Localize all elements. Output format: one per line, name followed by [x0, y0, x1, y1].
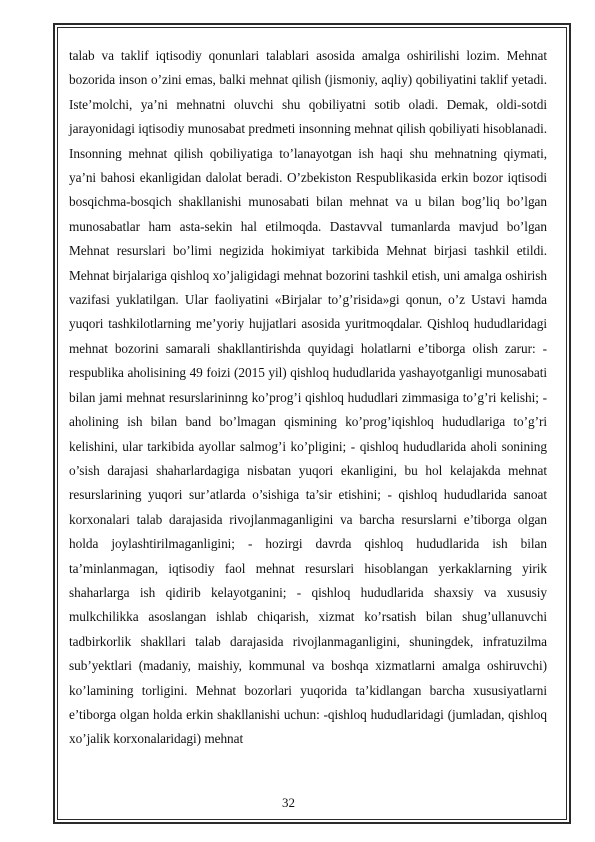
body-paragraph: talab va taklif iqtisodiy qonunlari talablari asosida amalga oshirilishi lozim. Mehnat bozorida inson o’zini emas, balki mehnat qilish (jismoniy, aqliy) qobiliyatini taklif yetadi. Iste’molchi, ya’ni mehnatni oluvchi shu qobiliyatni sotib oladi. Demak, oldi-sotdi jarayonidagi iqtisodiy munosabat predmeti insonning mehnat qilish qobiliyati hisoblanadi. Insonning mehnat qilish qobiliyatiga to’lanayotgan ish haqi shu mehnatning qiymati, ya’ni bahosi ekanligidan dalolat beradi. O’zbekiston Respublikasida erkin bozor iqtisodi bosqichma-bosqich shakllanishi munosabati bilan mehnat va u bilan bog’liq bo’lgan munosabatlar ham asta-sekin hal etilmoqda. Dastavval tumanlarda mavjud bo’lgan Mehnat resurslari bo’limi negizida hokimiyat tarkibida Mehnat birjasi tashkil etildi. Mehnat birjalariga qishloq xo’jaligidagi mehnat bozorini tashkil etish, uni amalga oshirish vazifasi yuklatilgan. Ular faoliyatini «Birjalar to’g’risida»gi qonun, o’z Ustavi hamda yuqori tashkilotlarning me’yoriy hujjatlari asosida yuritmoqdalar. Qishloq hududlaridagi mehnat bozorini samarali shakllantirishda quyidagi holatlarni e’tiborga olish zarur: - respublika aholisining 49 foizi (2015 yil) qishloq hududlarida yashayotganligi munosabati bilan jami mehnat resurslarininng ko’prog’i qishloq hududlari zimmasiga to’g’ri kelishi; -aholining ish bilan band bo’lmagan qismining ko’prog’iqishloq hududlariga to’g’ri kelishini, ular tarkibida ayollar salmog’i ko’pligini; - qishloq hududlarida aholi sonining o’sish darajasi shaharlardagiga nisbatan yuqori ekanligini, bu hol kelajakda mehnat resurslarining yuqori sur’atlarda o’sishiga ta’sir etishini; - qishloq hududlarida sanoat korxonalari talab darajasida rivojlanmaganligini va barcha resurslarni e’tiborga olgan holda joylashtirilmaganligini; - hozirgi davrda qishloq hududlarida ish bilan ta’minlanmagan, iqtisodiy faol mehnat resurslari hisoblangan yerkaklarning yirik shaharlarga ish qidirib kelayotganini; - qishloq hududlarida shaxsiy va xususiy mulkchilikka asoslangan ishlab chiqarish, xizmat ko’rsatish bilan shug’ullanuvchi tadbirkorlik shakllari talab darajasida rivojlanmaganligini, shuningdek, infratuzilma sub’yektlari (madaniy, maishiy, kommunal va boshqa xizmatlarni amalga oshiruvchi) ko’lamining torligini. Mehnat bozorlari yuqorida ta’kidlangan barcha xususiyatlarni e’tiborga olgan holda erkin shakllanishi uchun: -qishloq hududlaridagi (jumladan, qishloq xo’jalik korxonalaridagi) mehnat: [69, 48, 547, 747]
page-number: 32: [282, 795, 295, 810]
